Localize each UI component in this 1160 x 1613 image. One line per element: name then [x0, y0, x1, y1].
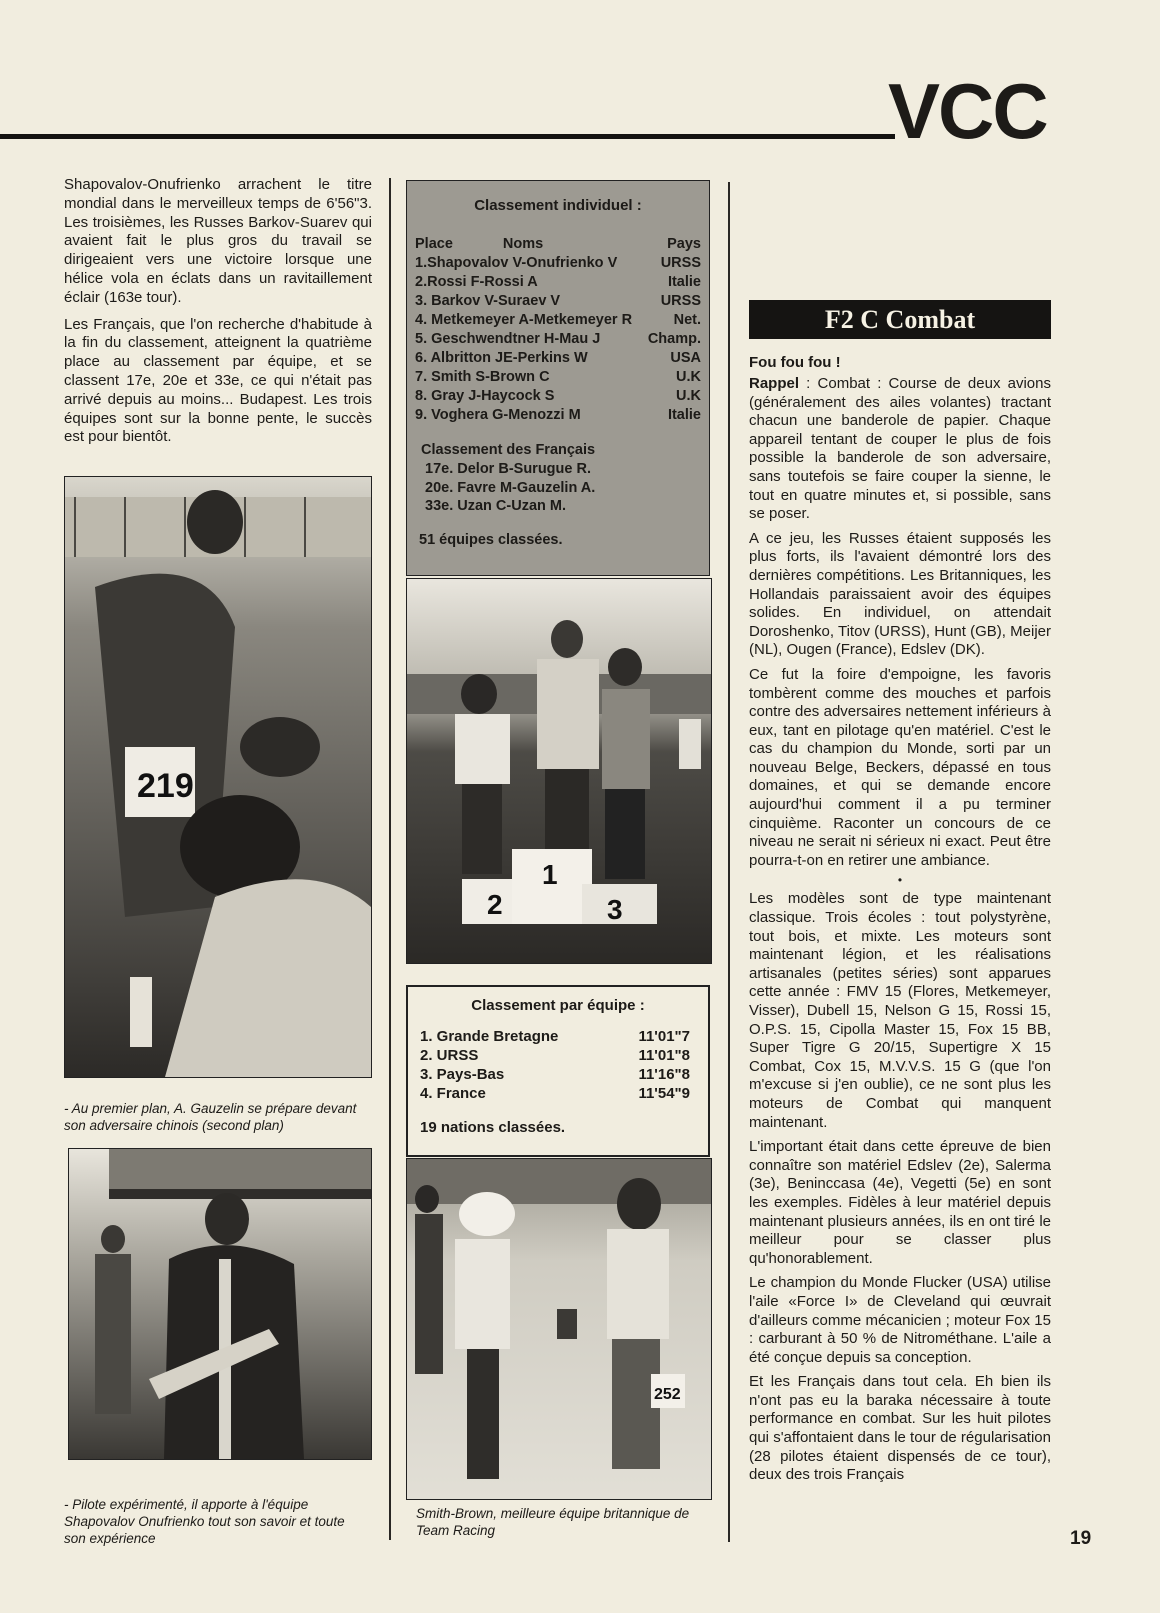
row-country: Italie	[667, 407, 701, 423]
section-heading: F2 C Combat	[749, 300, 1051, 339]
row-name: 8. Gray J-Haycock S	[415, 388, 555, 404]
team-row	[420, 1065, 696, 1084]
francais-title: Classement des Français	[421, 442, 596, 458]
svg-text:2: 2	[487, 889, 503, 920]
row-country: Italie	[667, 274, 701, 290]
combat-paragraph: L'important était dans cette épreuve de bien connaître son matériel Edslev (2e), Salerma (3e), Beninccasa (4e), Vegetti (5e) en sont les exemples. Fidèles à leur matériel depuis maintenant plusieurs années, ils en ont tiré le meilleur pour se classer plus qu'honorablement.	[749, 1138, 1051, 1267]
row-country: USA	[670, 350, 701, 366]
header-noms: Noms	[502, 236, 544, 252]
photo-podium	[406, 578, 712, 964]
col1-paragraph: Shapovalov-Onufrienko arrachent le titre mondial dans le merveilleux temps de 6'56"3. Les troisièmes, les Russes Barkov-Suarev qui avaient fait le plus gros du travail se dirigeaient vers une victoire lorsque une hélice vola en éclats dans un ravitaillement éclair (163e tour).	[64, 176, 372, 306]
box-title: Classement individuel :	[474, 197, 642, 214]
ranking-header	[415, 235, 701, 254]
team-time: 11'01"7	[638, 1028, 690, 1045]
combat-article	[749, 354, 1051, 1491]
francais-row: 33e. Uzan C-Uzan M.	[425, 498, 566, 514]
svg-text:3: 3	[607, 894, 623, 925]
svg-text:219: 219	[137, 767, 194, 805]
team-row	[420, 1084, 696, 1103]
header-pays: Pays	[667, 236, 701, 252]
page-number: 19	[1070, 1528, 1092, 1549]
col1-text	[64, 176, 372, 455]
photo-caption: Smith-Brown, meilleure équipe britannique de Team Racing	[416, 1506, 690, 1538]
combat-paragraph: Le champion du Monde Flucker (USA) utilise l'aile «Force I» de Cleveland qui œuvrait d'ailleurs comme mécanicien ; moteur Fox 15 : carburant à 50 % de Nitrométhane. L'aile a été conçue depuis sa conception.	[749, 1274, 1051, 1366]
combat-paragraph: Les modèles sont de type maintenant classique. Trois écoles : tout polystyrène, tout bois, et mixte. Les moteurs sont maintenant légion, et les réalisations artisanales (petites séries) sont apparues cette année : FMV 15 (Flores, Metkemeyer, Visser), Dubell 15, Nelson G 15, Rossi 15, O.P.S. 15, Cipolla Master 15, Fox 15 BB, Super Tigre G 20/15, Supertigre X 15 Combat, Cox 15, M.V.V.S. 15 G (que l'on m'excuse si j'en oublie), ce ne sont plus les moteurs de Combat qui manquent maintenant.	[749, 890, 1051, 1131]
photo-gauzelin	[64, 476, 372, 1078]
team-name: 2. URSS	[420, 1047, 479, 1064]
ranking-row	[415, 368, 701, 387]
col1-paragraph: Les Français, que l'on recherche d'habitude à la fin du classement, atteignent la quatrième place au classement par équipe, et se classent 17e, 20e et 33e, ce qui n'était pas arrivé depuis au moins... Budapest. Les trois équipes sont sur la bonne pente, le succès est pour bientôt.	[64, 315, 372, 446]
box-title: Classement par équipe :	[471, 997, 645, 1014]
ranking-row	[415, 330, 701, 349]
kicker: Fou fou fou !	[749, 354, 841, 371]
row-country: U.K	[676, 388, 701, 404]
row-country: Champ.	[647, 331, 701, 347]
francais-row: 20e. Favre M-Gauzelin A.	[425, 479, 596, 496]
teams-count: 51 équipes classées.	[419, 531, 563, 548]
row-country: Net.	[673, 312, 701, 328]
row-country: URSS	[660, 255, 701, 271]
rappel-label: Rappel	[749, 375, 800, 392]
team-row	[420, 1027, 696, 1046]
column-rule	[389, 178, 391, 1540]
separator-dot: •	[897, 873, 903, 888]
individual-ranking-box	[406, 180, 710, 576]
header-place: Place	[415, 236, 453, 252]
team-time: 11'16"8	[638, 1066, 690, 1083]
row-name: 5. Geschwendtner H-Mau J	[415, 331, 601, 347]
photo-caption: - Pilote expérimenté, il apporte à l'équipe Shapovalov Onufrienko tout son savoir et toute son expérience	[64, 1497, 345, 1546]
team-name: 1. Grande Bretagne	[420, 1028, 559, 1045]
photo-caption: - Au premier plan, A. Gauzelin se prépare devant son adversaire chinois (second plan)	[64, 1101, 357, 1133]
francais-row: 17e. Delor B-Surugue R.	[425, 461, 591, 477]
nations-count: 19 nations classées.	[420, 1119, 566, 1136]
ranking-row	[415, 311, 701, 330]
ranking-row	[415, 349, 701, 368]
ranking-row	[415, 406, 701, 425]
ranking-row	[415, 254, 701, 273]
combat-paragraph: Et les Français dans tout cela. Eh bien ils n'ont pas eu la baraka nécessaire à toute performance en combat. Sur les huit pilotes qui s'affontaient dans le tour de régularisation (28 pilotes étaient dispensés de ce tour), deux des trois Français	[749, 1373, 1051, 1484]
row-country: URSS	[660, 293, 701, 309]
row-name: 4. Metkemeyer A-Metkemeyer R	[415, 312, 633, 328]
team-time: 11'54"9	[638, 1085, 690, 1102]
photo-pilot	[68, 1148, 372, 1460]
section-title: VCC	[888, 67, 1047, 155]
photo-smith-brown	[406, 1158, 712, 1500]
row-name: 7. Smith S-Brown C	[415, 369, 550, 385]
svg-text:1: 1	[542, 859, 558, 890]
rappel-text: : Combat : Course de deux avions (généralement des ailes volantes) tractant chacun une banderole de papier. Chaque appareil tentant de couper le plus de fois possible la banderole de son adversaire, sans toutefois se faire couper la sienne, le tout en quatre minutes et, si possible, sans se poser.	[749, 375, 1051, 523]
header-rule	[0, 134, 895, 139]
ranking-row	[415, 292, 701, 311]
team-row	[420, 1046, 696, 1065]
column-rule	[728, 182, 730, 1542]
combat-paragraph	[749, 375, 1051, 524]
row-name: 2.Rossi F-Rossi A	[415, 274, 538, 290]
row-name: 9. Voghera G-Menozzi M	[415, 407, 581, 423]
row-name: 1.Shapovalov V-Onufrienko V	[415, 255, 618, 271]
team-time: 11'01"8	[638, 1047, 690, 1064]
team-name: 4. France	[420, 1085, 486, 1102]
row-name: 3. Barkov V-Suraev V	[415, 293, 561, 309]
row-name: 6. Albritton JE-Perkins W	[415, 350, 588, 366]
team-ranking-box	[406, 985, 710, 1157]
row-country: U.K	[676, 369, 701, 385]
combat-paragraph: A ce jeu, les Russes étaient supposés les plus forts, ils l'avaient démontré lors des dernières compétitions. Les Britanniques, les Hollandais paraissaient avoir des équipes solides. En individuel, on attendait Doroshenko, Titov (URSS), Hunt (GB), Meijer (NL), Ougen (France), Edslev (DK).	[749, 529, 1051, 659]
combat-paragraph: Ce fut la foire d'empoigne, les favoris tombèrent comme des mouches et parfois contre des adversaires nettement inférieurs à eux, tant en pilotage qu'en matériel. C'est le cas du champion du Monde, sorti par un nouveau Belge, Beckers, dépassé en tous domaines, et qui se demande encore aujourd'hui comment il a pu terminer cinquième. Raconter un concours de ce niveau ne serait ni sérieux ni exact. Peut être pourra-t-on en retirer une ambiance.	[749, 665, 1051, 869]
team-name: 3. Pays-Bas	[420, 1066, 505, 1083]
ranking-row	[415, 273, 701, 292]
ranking-row	[415, 387, 701, 406]
svg-text:252: 252	[654, 1386, 681, 1403]
